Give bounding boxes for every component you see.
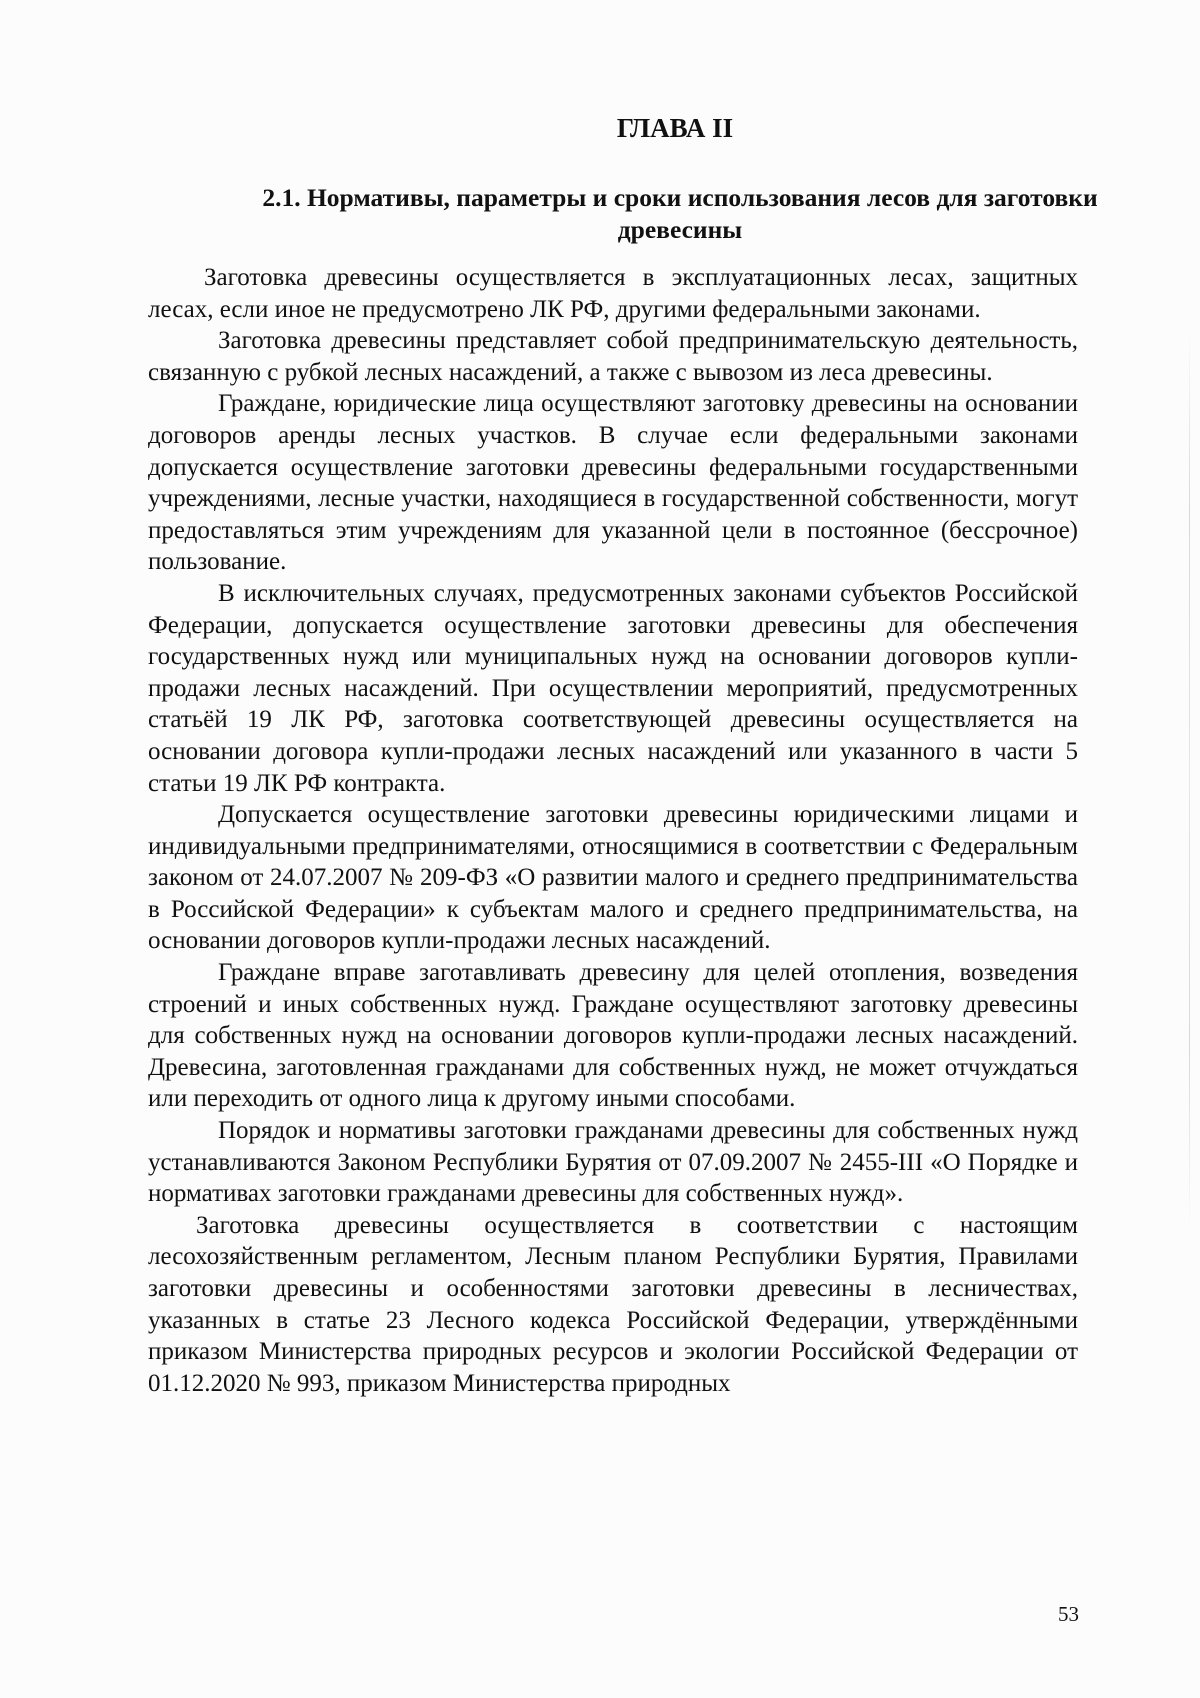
body-text — [148, 262, 1078, 1399]
scan-edge-artifact — [1189, 330, 1190, 1230]
paragraph: Заготовка древесины представляет собой предпринимательскую деятельность, связанную с рубкой лесных насаждений, а также с вывозом из леса древесины. — [148, 327, 1078, 386]
paragraph: Заготовка древесины осуществляется в соответствии с настоящим лесохозяйственным регламентом, Лесным планом Республики Бурятия, Правилами заготовки древесины и особенностями заготовки древесины в лесничествах, указанных в статье 23 Лесного кодекса Российской Федерации, утверждёнными приказом Министерства природных ресурсов и экологии Российской Федерации от 01.12.2020 № 993, приказом Министерства природных — [148, 1211, 1078, 1397]
paragraph: Граждане, юридические лица осуществляют заготовку древесины на основании договоров аренды лесных участков. В случае если федеральными законами допускается осуществление заготовки древесины федеральными государственными учреждениями, лесные участки, находящиеся в государственной собственности, могут предоставляться этим учреждениям для указанной цели в постоянное (бессрочное) пользование. — [148, 390, 1078, 576]
paragraph: Допускается осуществление заготовки древесины юридическими лицами и индивидуальными предпринимателями, относящимися в соответствии с Федеральным законом от 24.07.2007 № 209-ФЗ «О развитии малого и среднего предпринимательства в Российской Федерации» к субъектам малого и среднего предпринимательства, на основании договоров купли-продажи лесных насаждений. — [148, 801, 1078, 955]
paragraph: В исключительных случаях, предусмотренных законами субъектов Российской Федерации, допускается осуществление заготовки древесины для обеспечения государственных нужд или муниципальных нужд на основании договоров купли-продажи лесных насаждений. При осуществлении мероприятий, предусмотренных статьёй 19 ЛК РФ, заготовка соответствующей древесины осуществляется на основании договора купли-продажи лесных насаждений или указанного в части 5 статьи 19 ЛК РФ контракта. — [148, 579, 1078, 797]
chapter-title: ГЛАВА II — [616, 113, 734, 143]
paragraph: Заготовка древесины осуществляется в эксплуатационных лесах, защитных лесах, если иное не предусмотрено ЛК РФ, другими федеральными законами. — [148, 264, 1078, 323]
paragraph: Граждане вправе заготавливать древесину для целей отопления, возведения строений и иных собственных нужд. Граждане осуществляют заготовку древесины для собственных нужд на основании договоров купли-продажи лесных насаждений. Древесина, заготовленная гражданами для собственных нужд, не может отчуждаться или переходить от одного лица к другому иными способами. — [148, 959, 1078, 1113]
page-number: 53 — [1058, 1602, 1079, 1626]
paragraph: Порядок и нормативы заготовки гражданами древесины для собственных нужд устанавливаются Законом Республики Бурятия от 07.09.2007 № 2455-III «О Порядке и нормативах заготовки гражданами древесины для собственных нужд». — [148, 1117, 1078, 1208]
section-title: 2.1. Нормативы, параметры и сроки использования лесов для заготовки древесины — [262, 183, 1098, 244]
